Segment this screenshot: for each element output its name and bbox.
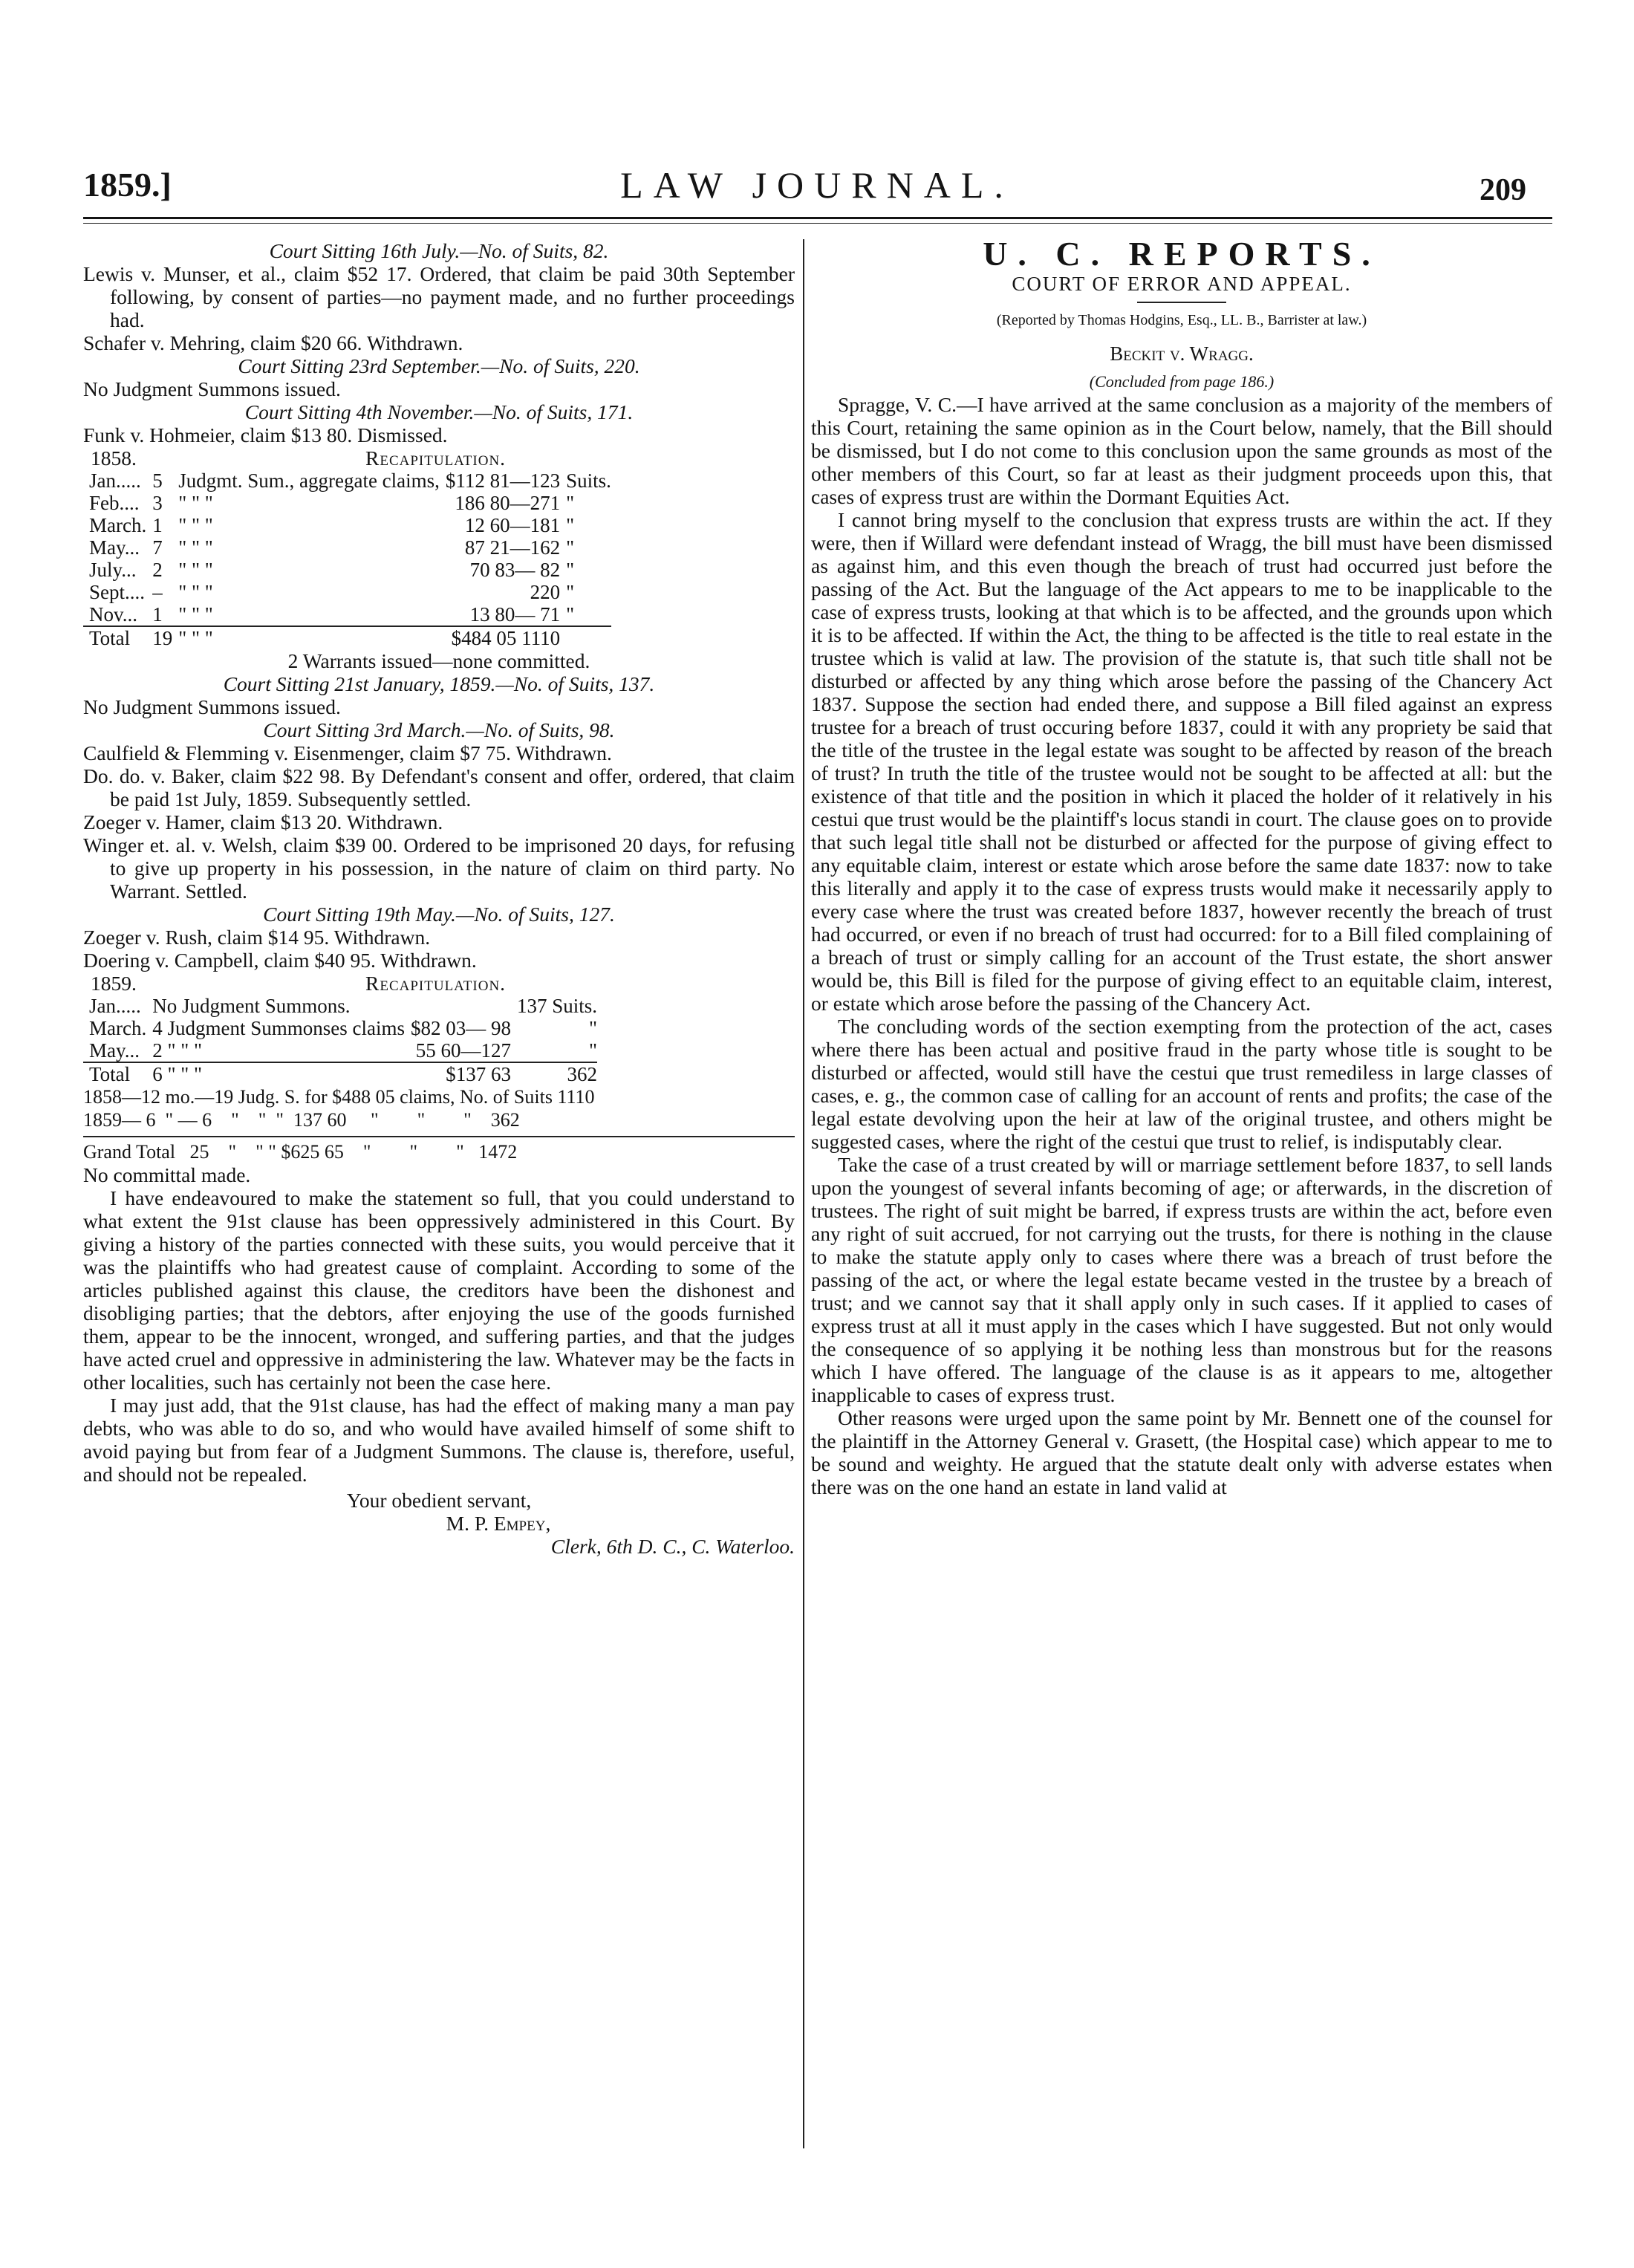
short-rule: [1137, 302, 1226, 303]
sitting-heading: Court Sitting 23rd September.—No. of Suits, 220.: [238, 354, 640, 377]
table-cell: 13 80— 71: [469, 603, 561, 626]
table-cell: 19: [152, 627, 173, 649]
summary-line: 1859— 6 " — 6 " " " 137 60 " " " 362: [83, 1109, 520, 1131]
table-cell: ": [588, 1017, 597, 1039]
table-row: [83, 603, 611, 626]
table-cell: May...: [89, 1039, 140, 1062]
table-cell: 1: [152, 514, 163, 536]
section-heading: U. C. REPORTS.: [983, 235, 1381, 273]
case-title: Beckit v. Wragg.: [1110, 342, 1254, 365]
table-row: [83, 514, 611, 536]
case-entry: Caulfield & Flemming v. Eisenmenger, claim $7 75. Withdrawn.: [83, 741, 612, 764]
concluded-note: (Concluded from page 186.): [1089, 372, 1275, 391]
table-cell: 362: [567, 1063, 597, 1085]
right-column: [811, 235, 1552, 1498]
judgment-paragraph: Spragge, V. C.—I have arrived at the same conclusion as a majority of the members of this Court, retaining the same opinion as in the Court below, namely, that the Bill should be dismissed, but I do not come to this conclusion upon the same grounds as most of the other members of this Court, so far at least as their judgment proceeds upon this, that cases of express trust are within the Dormant Equities Act.: [811, 393, 1552, 508]
sitting-heading: Court Sitting 19th May.—No. of Suits, 127.: [263, 903, 615, 926]
table-cell: ": [566, 559, 575, 581]
table-cell: ": [588, 1039, 597, 1062]
left-column: [83, 239, 795, 1558]
table-cell: 6 " " ": [152, 1063, 203, 1085]
recap-year: 1859.: [91, 972, 137, 995]
case-entry: Winger et. al. v. Welsh, claim $39 00. Ordered to be imprisoned 20 days, for refusing to give up property in his possession, in the nature of claim on third party. No Warrant. Settled.: [83, 834, 795, 903]
recap-1858-table: [83, 469, 611, 649]
signature-title: Clerk, 6th D. C., C. Waterloo.: [550, 1535, 795, 1558]
case-entry: Funk v. Hohmeier, claim $13 80. Dismissed.: [83, 423, 448, 446]
recap-year: 1858.: [91, 446, 137, 469]
signature-name: M. P. Empey,: [446, 1512, 551, 1535]
table-row: [83, 1017, 597, 1039]
page-header: [0, 0, 1634, 238]
table-cell: Total: [89, 627, 131, 649]
recap-label: Recapitulation.: [365, 972, 507, 995]
table-cell: $112 81—123: [445, 469, 561, 492]
case-entry: Zoeger v. Rush, claim $14 95. Withdrawn.: [83, 926, 431, 949]
recap-note: 2 Warrants issued—none committed.: [287, 649, 590, 672]
table-cell: March.: [89, 1017, 147, 1039]
table-cell: 7: [152, 536, 163, 559]
table-cell: $484 05 1110: [451, 627, 561, 649]
letter-paragraph: I have endeavoured to make the statement so full, that you could understand to what extent the 91st clause has been oppressively administered in this Court. By giving a history of the parties connected with these suits, you would perceive that it was the plaintiffs who had greatest cause of complaint. According to some of the articles published against this clause, the creditors have been the dishonest and disobliging parties; that the debtors, after enjoying the use of the goods furnished them, appear to be the innocent, wronged, and suffering parties, and that the judges have acted cruel and oppressive in administering the law. Whatever may be the facts in other localities, such has certainly not been the case here.: [83, 1186, 795, 1394]
judgment-paragraph: I cannot bring myself to the conclusion that express trusts are within the act. If they were, then if Willard were defendant instead of Wragg, the bill must have been dismissed as against him, and this even though the breach of trust had occurred just before the passing of the Act. But the language of the Act appears to me to be inapplicable to the case of express trusts, looking at that which is to be affected, and the grounds upon which it is to be affected. If within the Act, the thing to be affected is the title to real estate in the trustee which is valid at law. The provision of the statute is, that such title shall not be disturbed or affected by any thing which arose before the passing of the Chancery Act 1837. Suppose the section had ended there, and suppose a Bill filed against an express trustee for a breach of trust occuring before 1837, could it with any propriety be said that the title of the trustee in the legal estate was sought to be affected by reason of the breach of trust? In truth the title of the trustee would not be sought to be affected at all: but the existence of that title and the position in which it placed the holder of it relatively in his cestui que trust would be the plaintiff's locus standi in court. The clause goes on to provide that such legal title shall not be disturbed or affected for the purpose of giving effect to any equitable claim, interest or estate which arose before the same date 1837: now to take this literally and apply it to the case of express trusts would make it necessarily apply to every case where the trust was created before 1837, however recently the breach of trust had occurred, or even if no breach of trust had occurred: for to a Bill filed complaining of a breach of trust or simply calling for an account of the Trust estate, the short answer would be, this Bill is filed for the purpose of giving effect to an equitable claim, interest, or estate which arose before the passing of the Chancery Act.: [811, 508, 1552, 1015]
judgment-paragraph: Other reasons were urged upon the same point by Mr. Bennett one of the counsel for the plaintiff in the Attorney General v. Grasett, (the Hospital case) which appear to me to be sound and weighty. He argued that the statute dealt only with adverse estates when there was on the one hand an estate in land valid at: [811, 1406, 1552, 1498]
table-cell: 1: [152, 603, 163, 626]
table-cell: " " ": [178, 603, 213, 626]
recap-1859-table: [83, 995, 597, 1085]
sitting-heading: Court Sitting 4th November.—No. of Suits, 171.: [244, 400, 634, 423]
table-cell: 2 " " ": [152, 1039, 203, 1062]
table-cell: March.: [89, 514, 147, 536]
table-row: [83, 995, 597, 1017]
case-entry: Doering v. Campbell, claim $40 95. Withdrawn.: [83, 949, 477, 972]
table-cell: May...: [89, 536, 140, 559]
reporter-note: (Reported by Thomas Hodgins, Esq., LL. B., Barrister at law.): [996, 312, 1367, 328]
page-number: 209: [1480, 173, 1526, 207]
header-rule-thick: [83, 217, 1552, 219]
case-entry: Zoeger v. Hamer, claim $13 20. Withdrawn.: [83, 810, 443, 834]
table-cell: " " ": [178, 492, 213, 514]
judgment-paragraph: Take the case of a trust created by will or marriage settlement before 1837, to sell lands upon the youngest of several infants becoming of age; or afterwards, in the discretion of trustees. The right of suit might be barred, if express trusts are within the act, before even any right of suit accrued, for not carrying out the trusts, for there is nothing in the clause to make the statute apply only to cases where there was a breach of trust before the passing of the act, or where the legal estate became vested in the trustee by a breach of trust; and we cannot say that it shall apply only in such cases. If it applied to cases of express trust at all it must apply in the cases which I have suggested. But not only would the consequence of so applying it be nothing less than monstrous but for the reasons which I have offered. The language of the clause is as it appears to me, altogether inapplicable to cases of express trust.: [811, 1153, 1552, 1406]
summary-line: 1858—12 mo.—19 Judg. S. for $488 05 claims, No. of Suits 1110: [83, 1086, 595, 1108]
journal-title: LAW JOURNAL.: [620, 164, 1014, 206]
table-cell: 2: [152, 559, 163, 581]
table-cell: No Judgment Summons.: [152, 995, 351, 1017]
total-row: [83, 1062, 597, 1085]
recap-1859-heading: [83, 972, 795, 995]
table-cell: 186 80—271: [455, 492, 561, 514]
total-row: [83, 626, 611, 649]
recap-note: No committal made.: [83, 1163, 251, 1186]
sitting-heading: Court Sitting 3rd March.—No. of Suits, 98.: [263, 718, 615, 741]
table-cell: ": [566, 492, 575, 514]
case-entry: No Judgment Summons issued.: [83, 695, 341, 718]
table-cell: 70 83— 82: [469, 559, 561, 581]
table-cell: Feb....: [89, 492, 140, 514]
table-cell: 55 60—127: [415, 1039, 511, 1062]
case-entry: Lewis v. Munser, et al., claim $52 17. Ordered, that claim be paid 30th September following, by consent of parties—no payment made, and no further proceedings had.: [83, 262, 795, 331]
case-entry: No Judgment Summons issued.: [83, 377, 341, 400]
case-entry: Schafer v. Mehring, claim $20 66. Withdrawn.: [83, 331, 463, 354]
table-cell: –: [152, 581, 163, 603]
table-cell: Judgmt. Sum., aggregate claims,: [178, 469, 440, 492]
closing: Your obedient servant,: [346, 1489, 532, 1512]
table-row: [83, 536, 611, 559]
table-cell: 137 Suits.: [516, 995, 597, 1017]
table-cell: Jan.....: [89, 995, 141, 1017]
table-cell: Total: [89, 1063, 131, 1085]
table-cell: Sept....: [89, 581, 146, 603]
table-cell: Jan.....: [89, 469, 141, 492]
sitting-heading: Court Sitting 16th July.—No. of Suits, 82.: [269, 239, 609, 262]
judgment-paragraph: The concluding words of the section exempting from the protection of the act, cases where there has been actual and positive fraud in the party whose title is sought to be disturbed or affected, would still have the cestui que trust remediless in large classes of cases, e. g., the common case of calling for an account of rents and profits; the case of the legal estate devolving upon the heir at law of the original trustee, and others might be suggested cases, where the right of the cestui que trust to relief, is indisputably clear.: [811, 1015, 1552, 1153]
recap-1858-heading: [83, 446, 795, 469]
table-cell: [405, 995, 511, 1017]
table-row: [83, 492, 611, 514]
header-year: 1859.]: [83, 166, 172, 204]
table-cell: ": [566, 514, 575, 536]
case-entry: Do. do. v. Baker, claim $22 98. By Defendant's consent and offer, ordered, that claim be paid 1st July, 1859. Subsequently settled.: [83, 764, 795, 810]
table-row: [83, 581, 611, 603]
letter-paragraph: I may just add, that the 91st clause, has had the effect of making many a man pay debts, who was able to do so, and who would have availed himself of some shift to avoid paying but from fear of a Judgment Summons. The clause is, therefore, useful, and should not be repealed.: [83, 1394, 795, 1486]
table-row: [83, 469, 611, 492]
table-cell: ": [566, 603, 575, 626]
table-cell: " " ": [178, 559, 213, 581]
table-cell: 4 Judgment Summonses claims: [152, 1017, 405, 1039]
recap-label: Recapitulation.: [365, 446, 507, 469]
table-cell: " " ": [178, 627, 213, 649]
table-cell: ": [566, 536, 575, 559]
table-cell: " " ": [178, 581, 213, 603]
table-cell: " " ": [178, 536, 213, 559]
table-cell: Suits.: [566, 469, 611, 492]
table-cell: Nov...: [89, 603, 137, 626]
table-row: [83, 1039, 597, 1062]
table-cell: ": [566, 581, 575, 603]
header-rule-thin: [83, 223, 1552, 224]
table-cell: 12 60—181: [464, 514, 561, 536]
table-row: [83, 559, 611, 581]
table-cell: 220: [530, 581, 561, 603]
table-cell: 87 21—162: [464, 536, 561, 559]
column-divider: [803, 239, 804, 2148]
table-cell: 3: [152, 492, 163, 514]
table-cell: 5: [152, 469, 163, 492]
table-cell: $82 03— 98: [410, 1017, 511, 1039]
table-cell: July...: [89, 559, 137, 581]
table-cell: " " ": [178, 514, 213, 536]
grand-total: Grand Total 25 " " " $625 65 " " " 1472: [83, 1136, 795, 1163]
table-cell: $137 63: [446, 1063, 511, 1085]
sitting-heading: Court Sitting 21st January, 1859.—No. of Suits, 137.: [223, 672, 655, 695]
table-cell: [560, 626, 611, 649]
court-name: COURT OF ERROR AND APPEAL.: [1012, 273, 1352, 295]
